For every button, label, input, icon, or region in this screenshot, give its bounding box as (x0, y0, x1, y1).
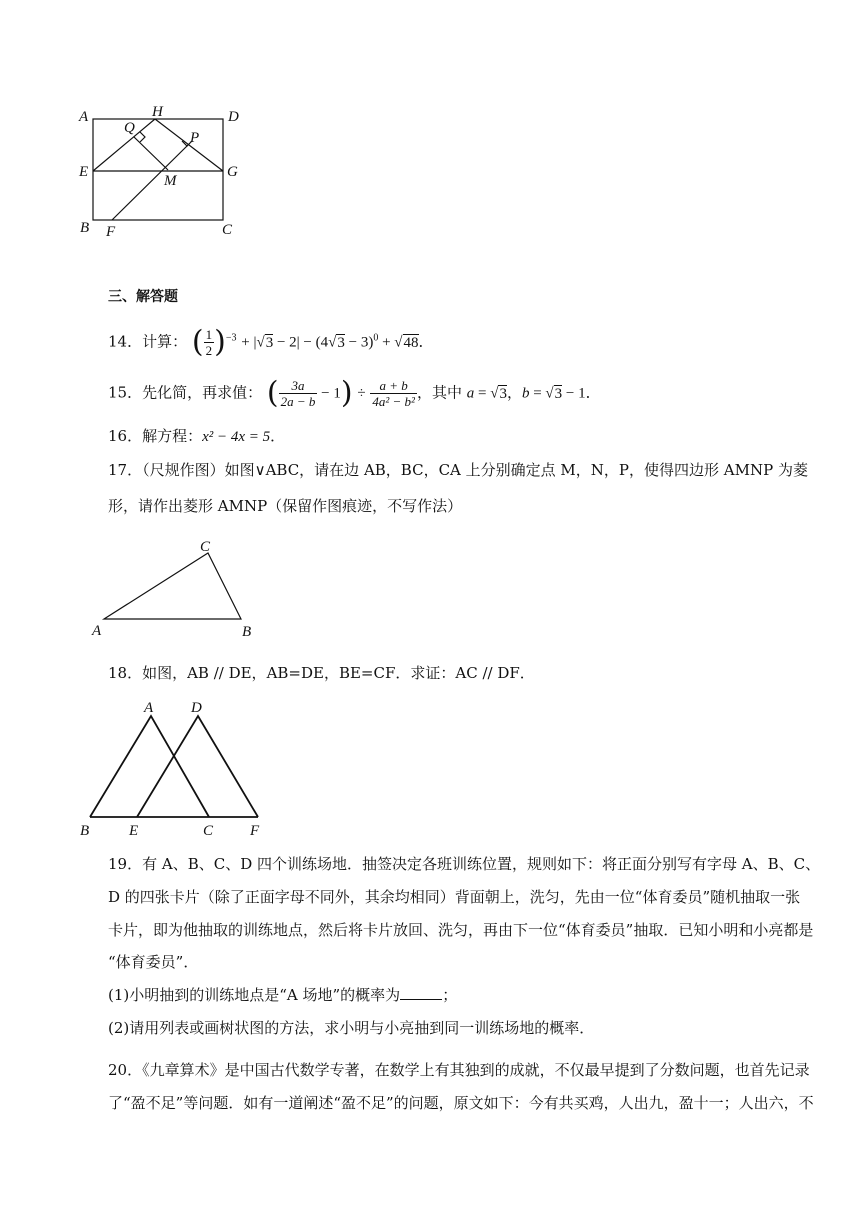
question-19-sub2: (2)请用列表或画树状图的方法，求小明与小亮抽到同一训练场地的概率． (108, 1019, 595, 1037)
fig3-label-d: D (191, 700, 202, 716)
figure-two-triangles (74, 694, 268, 838)
question-20-line1: 20．《九章算术》是中国古代数学专著，在数学上有其独到的成就，不仅最早提到了分数问题，也首先记录 (108, 1061, 810, 1079)
fig1-label-q: Q (124, 120, 135, 136)
fig1-label-b: B (80, 220, 90, 236)
fig1-label-f: F (106, 224, 116, 240)
question-17-line1: 17．（尺规作图）如图∨ABC，请在边 AB，BC，CA 上分别确定点 M，N，P，使得四边形 AMNP 为菱 (108, 461, 808, 479)
fig1-label-c: C (222, 222, 233, 238)
question-18: 18．如图，AB // DE，AB=DE，BE=CF．求证：AC // DF． (108, 664, 535, 682)
fig2-label-a: A (92, 623, 102, 638)
question-19-sub1: (1)小明抽到的训练地点是“A 场地”的概率为 ； (108, 986, 458, 1004)
question-19-line2: D 的四张卡片（除了正面字母不同外，其余均相同）背面朝上，洗匀，先由一位“体育委员”随机抽取一张 (108, 888, 801, 906)
fig1-label-m: M (164, 173, 177, 189)
question-19-line1: 19．有 A、B、C、D 四个训练场地．抽签决定各班训练位置，规则如下：将正面分别写有字母 A、B、C、 (108, 855, 821, 873)
question-19-line4: “体育委员”． (108, 953, 199, 971)
fig1-label-p: P (190, 130, 200, 146)
fig1-label-e: E (79, 164, 89, 180)
answer-blank[interactable] (400, 985, 442, 1000)
question-16: 16．解方程：x² − 4x = 5． (108, 427, 286, 445)
fig1-label-d: D (228, 109, 239, 125)
fig2-label-b: B (242, 624, 252, 638)
fig3-label-e: E (129, 823, 139, 838)
question-15: 15．先化简，再求值： ( $\frac{3a}{2a - b}$ − 1) ÷ $\frac{a + b}{\text{4a² − b²}}$ ，其中 a = √3，b = √3 − 1． (108, 375, 601, 411)
fig3-label-b: B (80, 823, 90, 838)
section-title: 三、解答题 (108, 289, 178, 305)
fig3-label-f: F (250, 823, 260, 838)
fig2-label-c: C (200, 539, 211, 555)
figure-rectangle-abcd (74, 100, 254, 240)
fig1-label-a: A (79, 109, 89, 125)
fig1-label-g: G (227, 164, 238, 180)
question-17-line2: 形，请作出菱形 AMNP（保留作图痕迹，不写作法） (108, 497, 463, 515)
question-19-line3: 卡片，即为他抽取的训练地点，然后将卡片放回、洗匀，再由下一位“体育委员”抽取．已知小明和小亮都是 (108, 921, 814, 939)
fig3-label-a: A (144, 700, 154, 716)
figure-triangle-abc (88, 536, 258, 638)
question-20-line2: 了“盈不足”等问题．如有一道阐述“盈不足”的问题，原文如下：今有共买鸡，人出九，盈十一；人出六，不 (108, 1094, 814, 1112)
question-14: 14．计算： ( $\frac{1}{2}$ )$^{-3} + |√3 - 2| - (4√3 - 3)^0 + √48$． (108, 324, 434, 360)
fig3-label-c: C (203, 823, 214, 838)
fig1-label-h: H (152, 104, 163, 120)
